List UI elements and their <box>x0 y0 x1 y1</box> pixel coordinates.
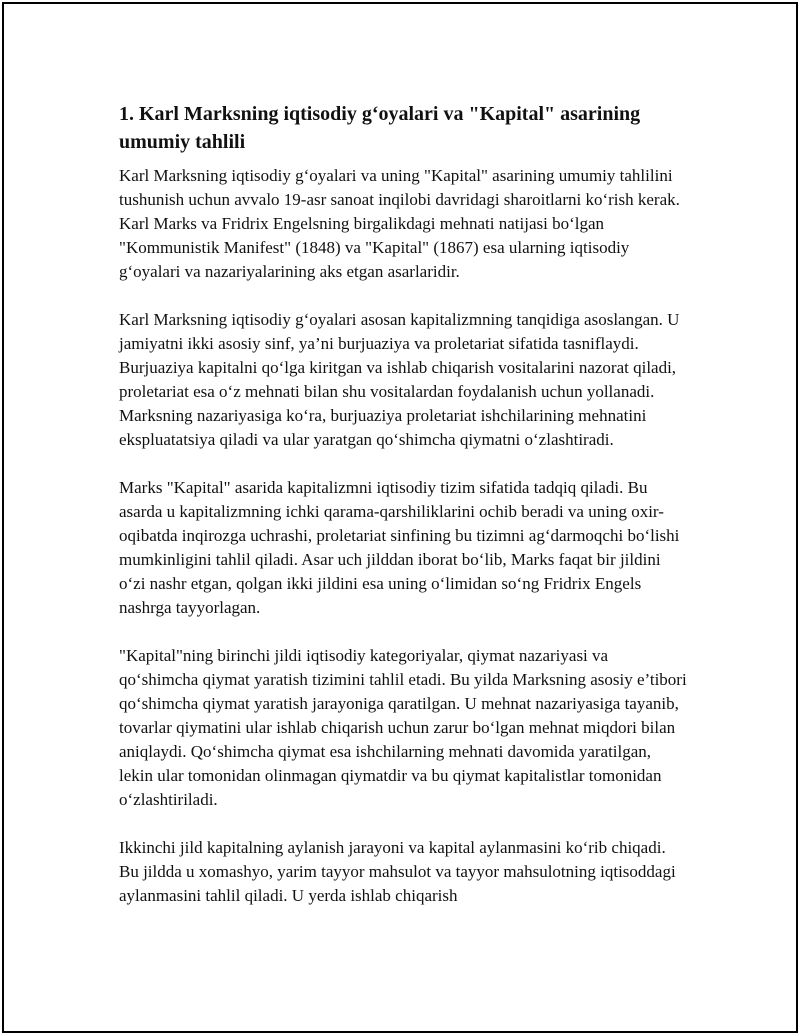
paragraph-classes: Karl Marksning iqtisodiy g‘oyalari asosan kapitalizmning tanqidiga asoslangan. U jamiyatni ikki asosiy sinf, ya’ni burjuaziya va proletariat sifatida tasniflaydi. Burjuaziya kapitalni qo‘lga kiritgan va ishlab chiqarish vositalarini nazorat qiladi, proletariat esa o‘z mehnati bilan shu vositalardan foydalanish uchun yollanadi. Marksning nazariyasiga ko‘ra, burjuaziya proletariat ishchilarining mehnatini ekspluatatsiya qiladi va ular yaratgan qo‘shimcha qiymatni o‘zlashtiradi. <box>119 310 680 449</box>
page-frame <box>2 2 798 1033</box>
paragraph-first-volume: "Kapital"ning birinchi jildi iqtisodiy kategoriyalar, qiymat nazariyasi va qo‘shimcha qiymat yaratish tizimini tahlil etadi. Bu yilda Marksning asosiy e’tibori qo‘shimcha qiymat yaratish jarayoniga qaratilgan. U mehnat nazariyasiga tayanib, tovarlar qiymatini ular ishlab chiqarish uchun zarur bo‘lgan mehnat miqdori bilan aniqlaydi. Qo‘shimcha qiymat esa ishchilarning mehnati davomida yaratilgan, lekin ular tomonidan olinmagan qiymatdir va bu qiymat kapitalistlar tomonidan o‘zlashtiriladi. <box>119 646 687 809</box>
paragraph-kapital-overview: Marks "Kapital" asarida kapitalizmni iqtisodiy tizim sifatida tadqiq qiladi. Bu asarda u kapitalizmning ichki qarama-qarshiliklarini ochib beradi va uning oxir-oqibatda inqirozga uchrashi, proletariat sinfining bu tizimni ag‘darmoqchi bo‘lishi mumkinligini tahlil qiladi. Asar uch jilddan iborat bo‘lib, Marks faqat bir jildini o‘zi nashr etgan, qolgan ikki jildini esa uning o‘limidan so‘ng Fridrix Engels nashrga tayyorlagan. <box>119 478 680 617</box>
section-heading: 1. Karl Marksning iqtisodiy g‘oyalari va "Kapital" asarining umumiy tahlili <box>119 103 641 153</box>
document-body <box>119 100 689 932</box>
paragraph-intro: Karl Marksning iqtisodiy g‘oyalari va uning "Kapital" asarining umumiy tahlilini tushunish uchun avvalo 19-asr sanoat inqilobi davridagi sharoitlarni ko‘rish kerak. Karl Marks va Fridrix Engelsning birgalikdagi mehnati natijasi bo‘lgan "Kommunistik Manifest" (1848) va "Kapital" (1867) esa ularning iqtisodiy g‘oyalari va nazariyalarining aks etgan asarlaridir. <box>119 166 680 281</box>
paragraph-second-volume: Ikkinchi jild kapitalning aylanish jarayoni va kapital aylanmasini ko‘rib chiqadi. Bu jildda u xomashyo, yarim tayyor mahsulot va tayyor mahsulotning iqtisoddagi aylanmasini tahlil qiladi. U yerda ishlab chiqarish <box>119 838 676 905</box>
